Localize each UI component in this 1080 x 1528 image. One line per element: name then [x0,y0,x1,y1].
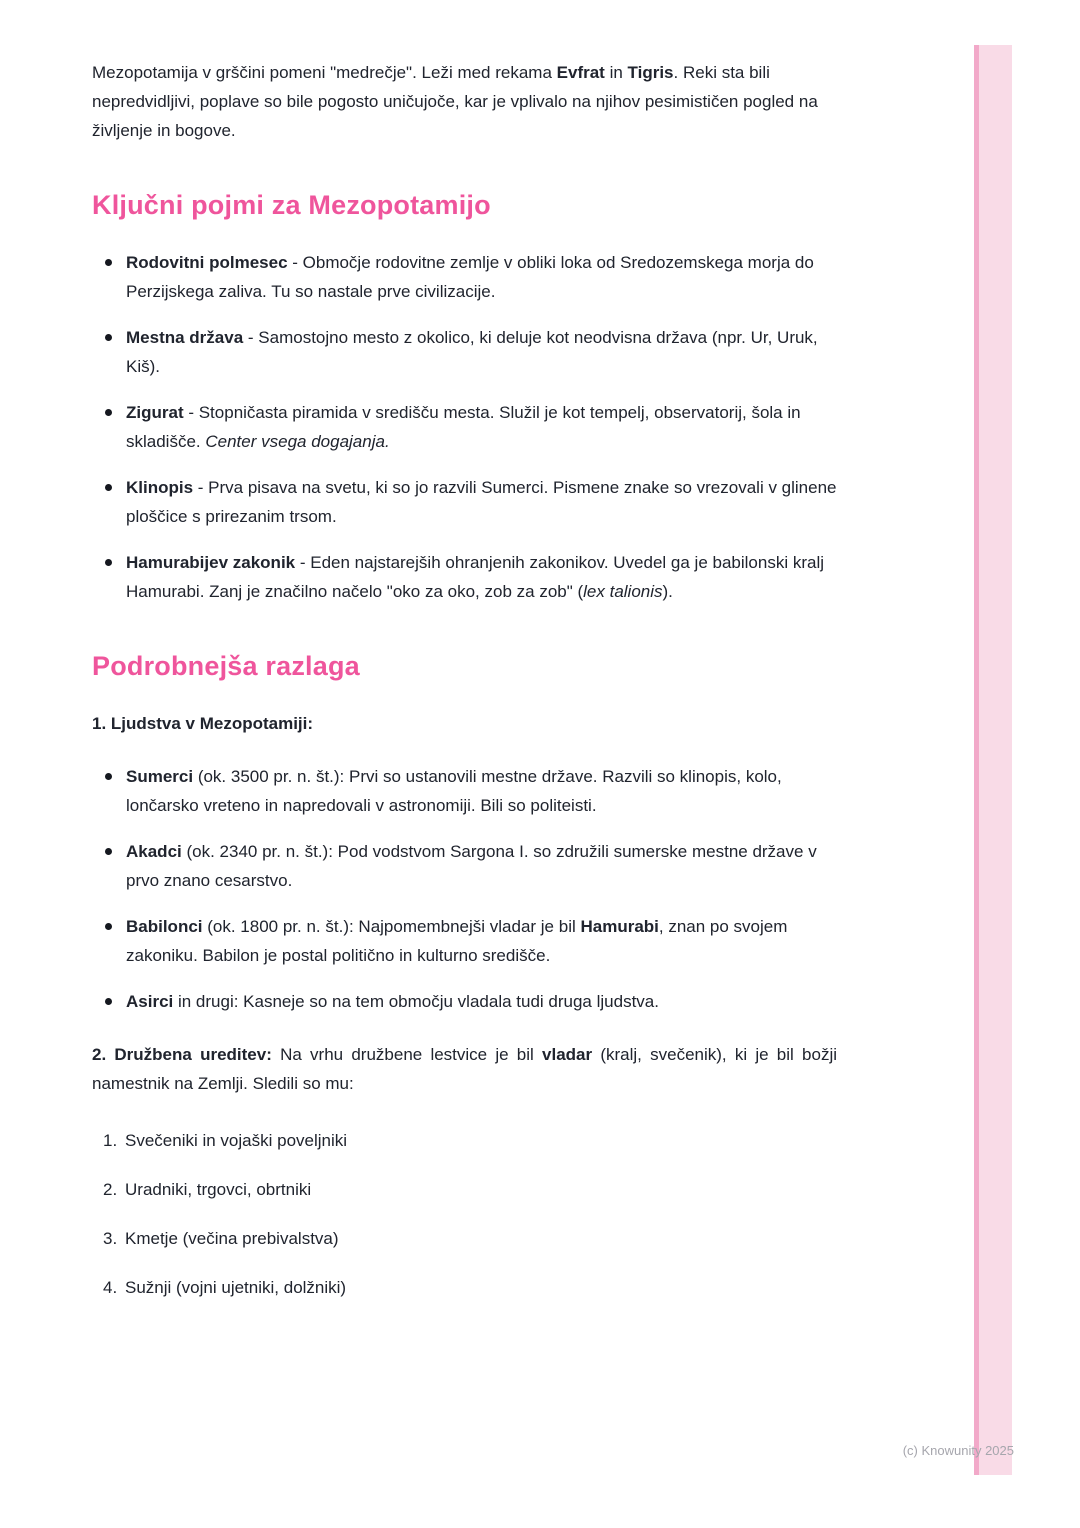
accent-stripe [979,45,1012,1475]
hierarchy-list [92,1126,837,1302]
text-segment: (kralj, svečenik), ki je bil božji namestnik na Zemlji. Sledili so mu: [92,1045,837,1093]
list-item [92,473,837,531]
bullet-dot-icon [105,409,112,416]
text-segment: . Reki sta bili nepredvidljivi, poplave so bile pogosto uničujoče, kar je vplivalo na njihov pesimističen pogled na življenje in bogove. [92,63,818,140]
intro-paragraph [92,58,837,145]
text-segment: Mezopotamija v grščini pomeni "medrečje". Leži med rekama [92,63,557,82]
list-item-text [126,323,837,381]
subheading-peoples: 1. Ljudstva v Mezopotamiji: [92,714,314,733]
section-title-key-terms: Ključni pojmi za Mezopotamijo [92,190,491,220]
text-segment: 2. Družbena ureditev: [92,1045,272,1064]
text-segment: - Prva pisava na svetu, ki so jo razvili Sumerci. Pismene znake so vrezovali v glinene ploščice s prirezanim trsom. [126,478,837,526]
text-segment: Akadci [126,842,182,861]
text-segment: Hamurabijev zakonik [126,553,296,572]
text-segment: Evfrat [556,63,605,82]
text-segment: Hamurabi [580,917,659,936]
bullet-dot-icon [105,773,112,780]
list-item-text [126,912,837,970]
text-segment: in [604,63,628,82]
text-segment: in drugi: Kasneje so na tem območju vladala tudi druga ljudstva. [173,992,659,1011]
text-segment: (ok. 2340 pr. n. št.): Pod vodstvom Sargona I. so združili sumerske mestne države v prvo znano cesarstvo. [126,842,817,890]
text-segment: lex talionis [583,582,663,601]
text-segment: ). [662,582,673,601]
numbered-item-text: Uradniki, trgovci, obrtniki [125,1180,312,1199]
bullet-dot-icon [105,848,112,855]
list-item-text [126,987,837,1016]
text-segment: Zigurat [126,403,184,422]
section-title-detailed: Podrobnejša razlaga [92,651,360,681]
text-segment: Center vsega dogajanja. [205,432,390,451]
paragraph-social-order [92,1040,837,1098]
text-segment: Tigris [627,63,674,82]
text-segment: (ok. 3500 pr. n. št.): Prvi so ustanovili mestne države. Razvili so klinopis, kolo, lončarsko vreteno in napredovali v astronomiji. Bili so politeisti. [126,767,782,815]
list-item-text [126,548,837,606]
text-segment: - Območje rodovitne zemlje v obliki loka od Sredozemskega morja do Perzijskega zaliva. Tu so nastale prve civilizacije. [126,253,814,301]
document-content [92,58,837,1322]
text-segment: Klinopis [126,478,194,497]
bullet-dot-icon [105,259,112,266]
text-segment: Mestna država [126,328,244,347]
bullet-dot-icon [105,559,112,566]
numbered-item-text: Kmetje (večina prebivalstva) [125,1229,339,1248]
list-item-text [126,398,837,456]
text-segment: vladar [542,1045,593,1064]
numbered-item-number: 2. [103,1180,118,1199]
list-item [92,548,837,606]
bullet-dot-icon [105,998,112,1005]
text-segment: Rodovitni polmesec [126,253,288,272]
text-segment: Na vrhu družbene lestvice je bil [271,1045,543,1064]
text-segment: - Stopničasta piramida v središču mesta. Služil je kot tempelj, observatorij, šola in skladišče. [126,403,801,451]
numbered-item [103,1273,837,1302]
list-item [92,837,837,895]
list-item [92,248,837,306]
list-item [92,912,837,970]
list-item-text [126,473,837,531]
numbered-item [103,1126,837,1155]
peoples-list [92,762,837,1016]
numbered-item-number: 3. [103,1229,118,1248]
numbered-item [103,1224,837,1253]
text-segment: - Eden najstarejših ohranjenih zakonikov. Uvedel ga je babilonski kralj Hamurabi. Zanj je značilno načelo "oko za oko, zob za zob" ( [126,553,824,601]
numbered-item [103,1175,837,1204]
numbered-item-text: Sužnji (vojni ujetniki, dolžniki) [125,1278,347,1297]
bullet-dot-icon [105,923,112,930]
text-segment: - Samostojno mesto z okolico, ki deluje kot neodvisna država (npr. Ur, Uruk, Kiš). [126,328,818,376]
bullet-dot-icon [105,484,112,491]
list-item [92,398,837,456]
list-item [92,323,837,381]
numbered-item-number: 4. [103,1278,118,1297]
key-terms-list [92,248,837,606]
list-item-text [126,837,837,895]
text-segment: Asirci [126,992,174,1011]
text-segment: Sumerci [126,767,194,786]
list-item [92,762,837,820]
list-item-text [126,248,837,306]
bullet-dot-icon [105,334,112,341]
numbered-item-number: 1. [103,1131,118,1150]
numbered-item-text: Svečeniki in vojaški poveljniki [125,1131,348,1150]
copyright-footer: (c) Knowunity 2025 [902,1443,1014,1458]
text-segment: , znan po svojem zakoniku. Babilon je postal politično in kulturno središče. [126,917,788,965]
list-item [92,987,837,1016]
list-item-text [126,762,837,820]
text-segment: Babilonci [126,917,203,936]
text-segment: (ok. 1800 pr. n. št.): Najpomembnejši vladar je bil [202,917,581,936]
